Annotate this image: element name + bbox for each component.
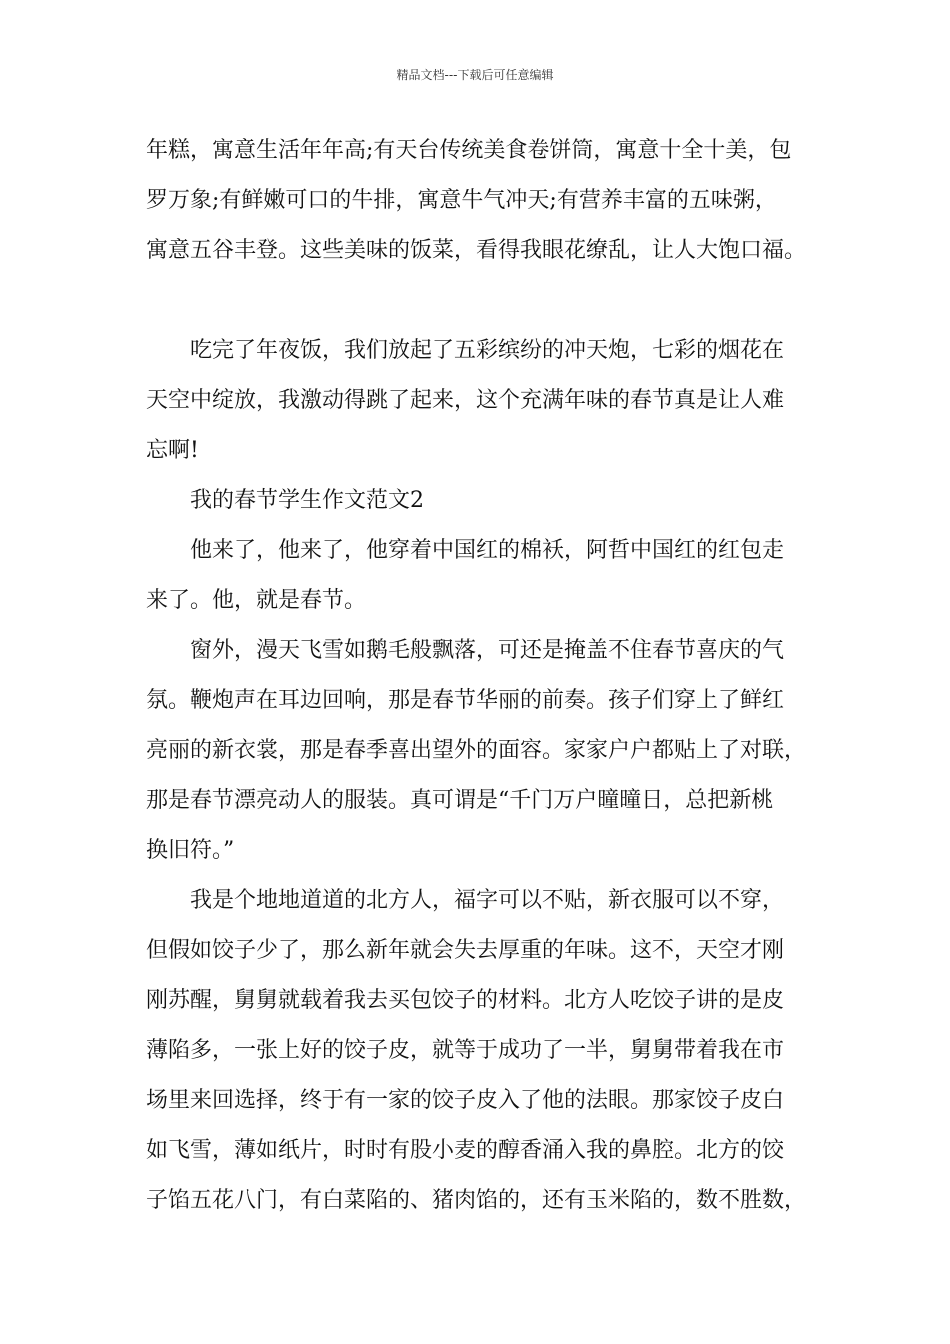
text-line: 刚苏醒，舅舅就载着我去买包饺子的材料。北方人吃饺子讲的是皮 bbox=[146, 988, 785, 1013]
text-line: 换旧符。” bbox=[146, 838, 235, 863]
text-line: 但假如饺子少了，那么新年就会失去厚重的年味。这不，天空才刚 bbox=[146, 938, 785, 963]
text-line: 寓意五谷丰登。这些美味的饭菜，看得我眼花缭乱，让人大饱口福。 bbox=[146, 238, 807, 263]
text-line: 场里来回选择，终于有一家的饺子皮入了他的法眼。那家饺子皮白 bbox=[146, 1088, 785, 1113]
text-line: 他来了，他来了，他穿着中国红的棉袄，阿哲中国红的红包走 bbox=[190, 538, 785, 563]
text-line: 那是春节漂亮动人的服装。真可谓是“千门万户曈曈日，总把新桃 bbox=[146, 788, 774, 813]
text-line: 我是个地地道道的北方人，福字可以不贴，新衣服可以不穿， bbox=[190, 888, 785, 913]
text-line: 吃完了年夜饭，我们放起了五彩缤纷的冲天炮，七彩的烟花在 bbox=[190, 338, 785, 363]
text-line: 忘啊! bbox=[146, 438, 199, 463]
page-header: 精品文档---下载后可任意编辑 bbox=[396, 68, 554, 82]
text-line: 亮丽的新衣裳，那是春季喜出望外的面容。家家户户都贴上了对联， bbox=[146, 738, 807, 763]
text-line: 子馅五花八门，有白菜陷的、猪肉馅的，还有玉米陷的，数不胜数， bbox=[146, 1188, 807, 1213]
text-line: 氛。鞭炮声在耳边回响，那是春节华丽的前奏。孩子们穿上了鲜红 bbox=[146, 688, 785, 713]
text-line: 来了。他，就是春节。 bbox=[146, 588, 367, 613]
text-line: 窗外，漫天飞雪如鹅毛般飘落，可还是掩盖不住春节喜庆的气 bbox=[190, 638, 785, 663]
text-line: 罗万象;有鲜嫩可口的牛排，寓意牛气冲天;有营养丰富的五味粥， bbox=[146, 188, 777, 213]
text-line: 如飞雪，薄如纸片，时时有股小麦的醇香涌入我的鼻腔。北方的饺 bbox=[146, 1138, 785, 1163]
text-line: 年糕，寓意生活年年高;有天台传统美食卷饼筒，寓意十全十美，包 bbox=[146, 138, 792, 163]
section-heading: 我的春节学生作文范文2 bbox=[190, 488, 424, 513]
text-line: 天空中绽放，我激动得跳了起来，这个充满年味的春节真是让人难 bbox=[146, 388, 785, 413]
text-line: 薄陷多，一张上好的饺子皮，就等于成功了一半，舅舅带着我在市 bbox=[146, 1038, 785, 1063]
